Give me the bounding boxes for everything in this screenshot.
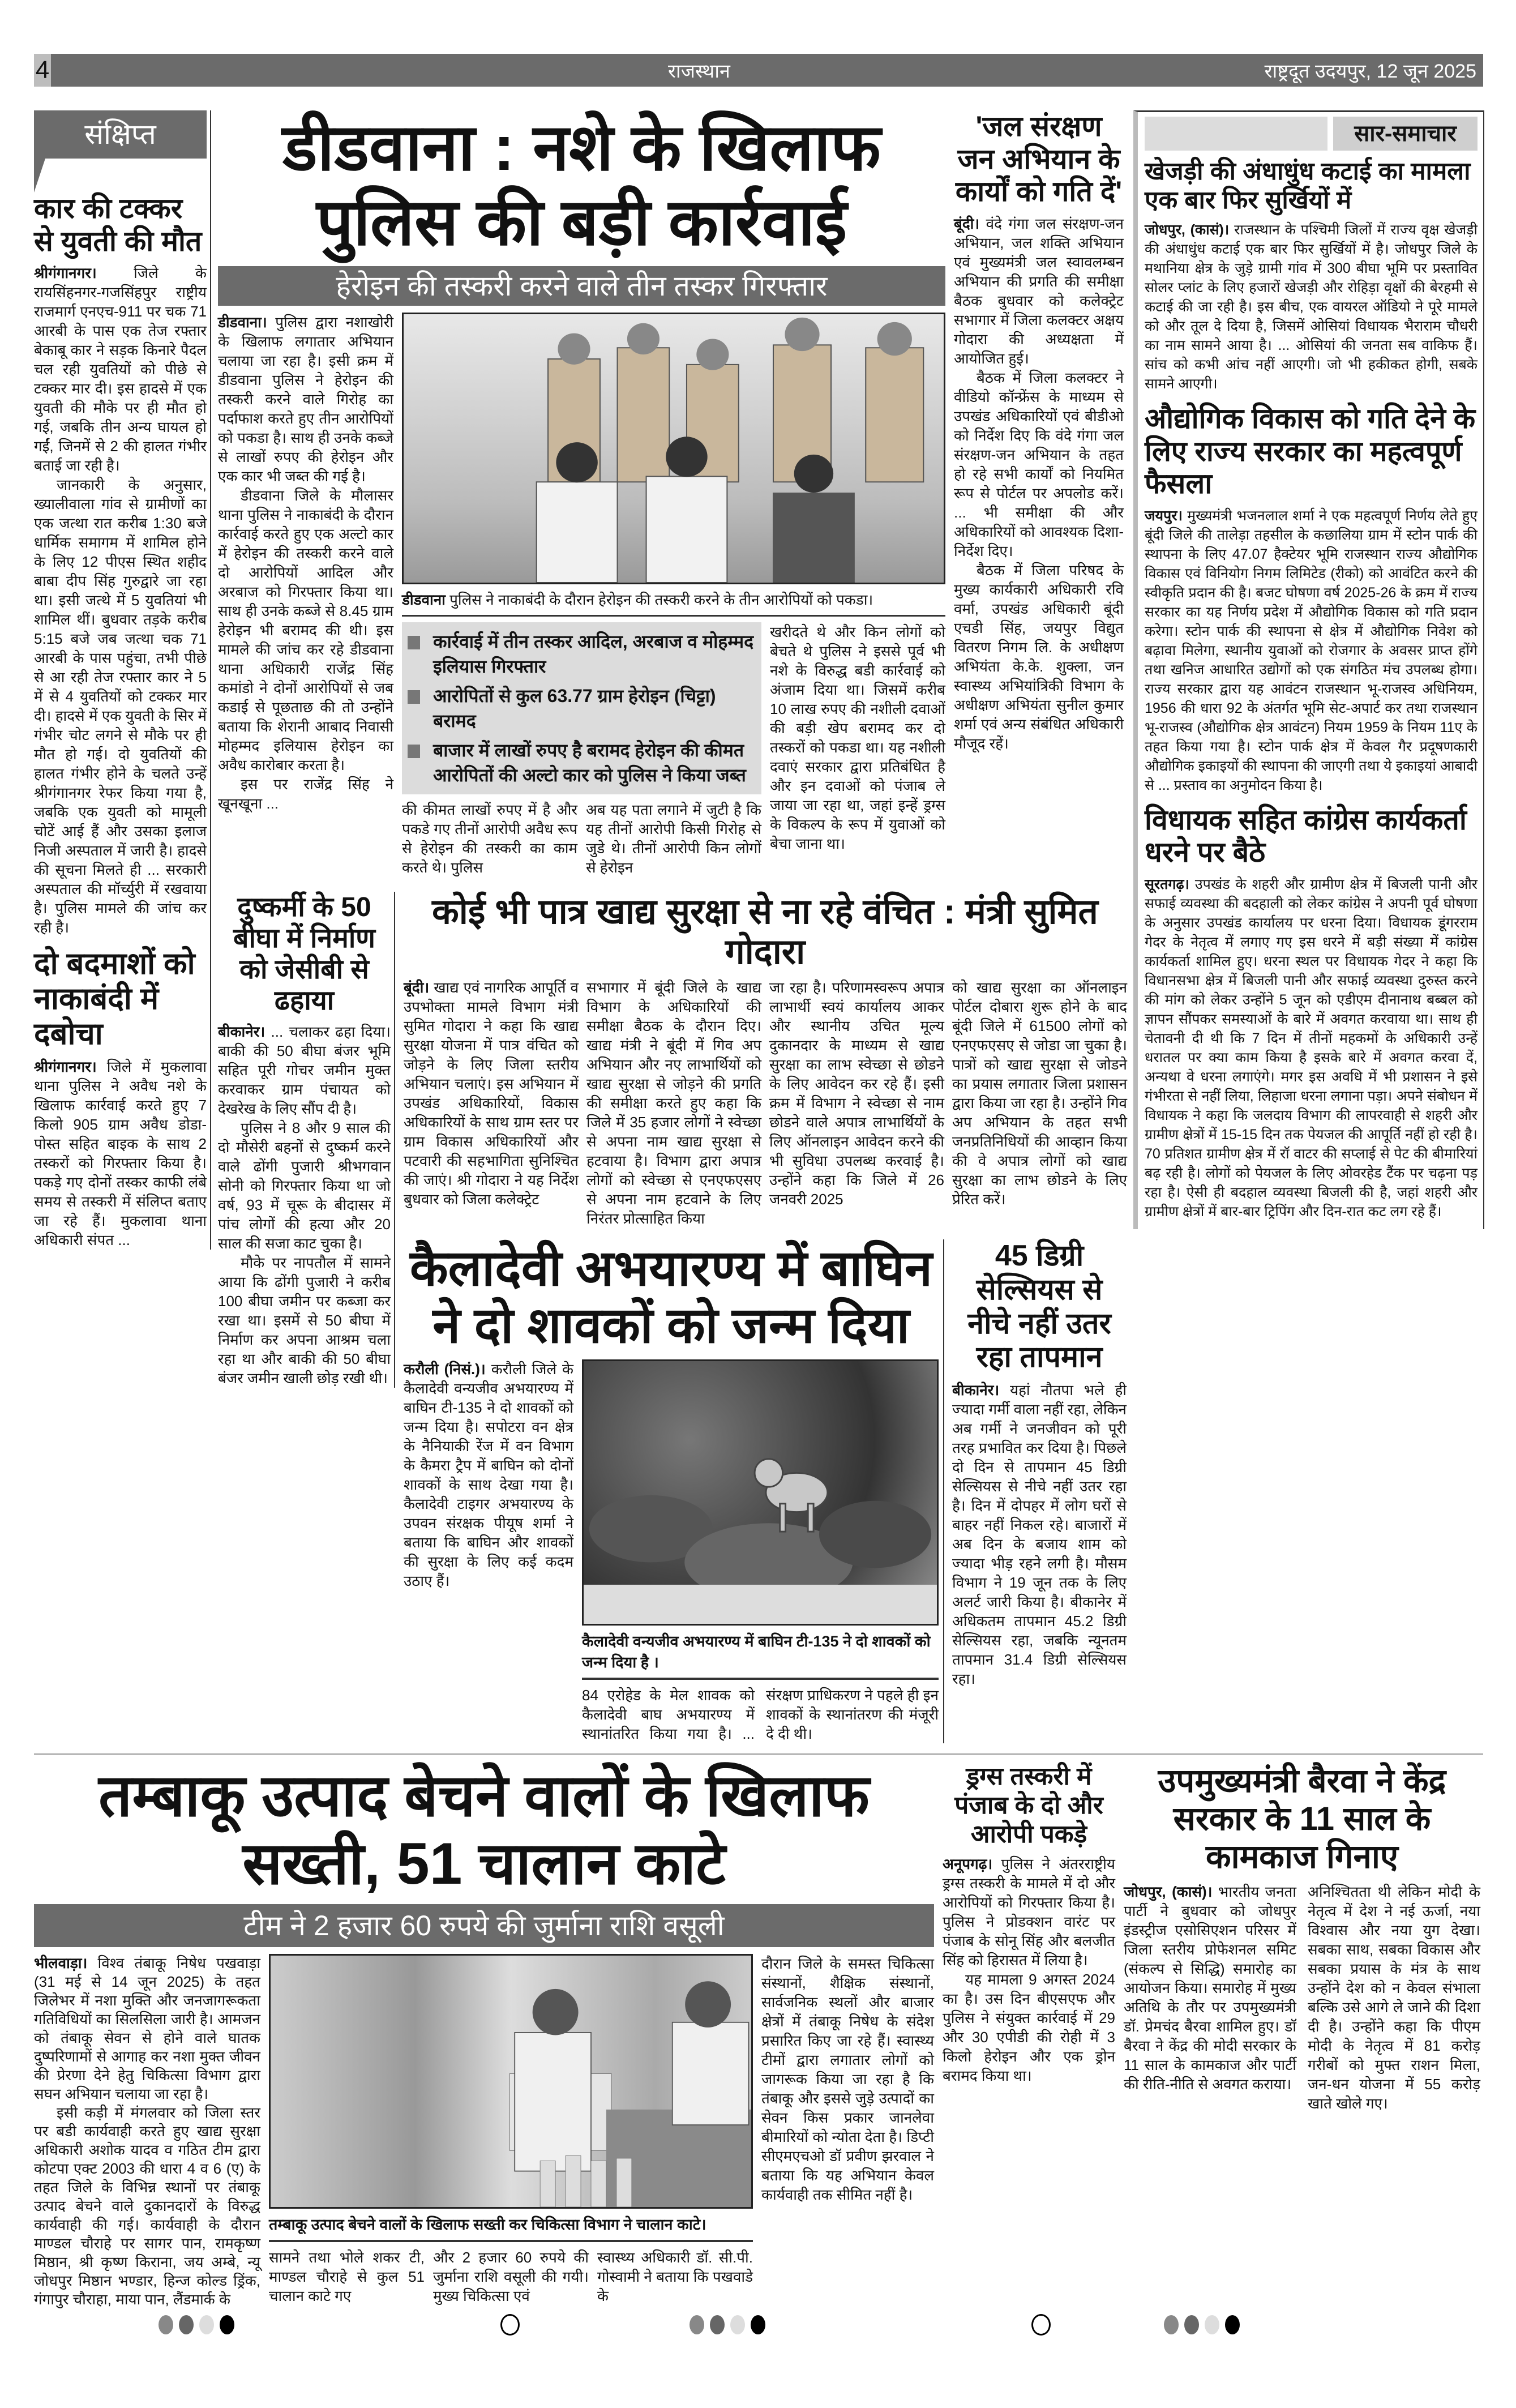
magenta-dot <box>1184 2315 1199 2334</box>
highlight-item: आरोपितों से कुल 63.77 ग्राम हेरोइन (चिट्टा) बरामद <box>402 683 756 733</box>
food-tiger-area <box>404 892 1127 1744</box>
registration-marks <box>34 2313 1483 2336</box>
sidebar-story-1 <box>1145 220 1478 394</box>
crosshair-mark <box>500 2314 520 2336</box>
water-story <box>954 214 1124 753</box>
story-text: डीडवाना जिले के मौलासर थाना पुलिस ने नाकाबंदी के दौरान कार्रवाई करते हुए एक अल्टो कार में हेरोइन की तस्करी करने वाले दो आरोपियों आदिल और अरबाज को गिरफ्तार किया था। साथ ही उनके कब्जे से 8.45 ग्राम हेरोइन भी बरामद की थी। इस मामले की जांच कर रहे डीडवाना थाना अधिकारी राजेंद्र सिंह कमांडो ने दोनों आरोपियों से जब कडाई से पूछताछ की तो उन्होंने बताया कि शेरानी आबाद निवासी मोहम्मद इलियास हेरोइन का अवैध कारोबार करता है। <box>218 486 393 773</box>
lead-continued-a: की कीमत लाखों रुपए में है और पकडे गए तीनों आरोपी अवैध रूप से हेरोइन की तस्करी का काम करते थे। पुलिस <box>402 801 577 876</box>
dateline: बीकानेर। <box>952 1382 1000 1399</box>
dateline: करौली (निसं.)। <box>404 1361 486 1378</box>
dateline: जोधपुर, (कासं)। <box>1124 1883 1213 1900</box>
yellow-dot <box>730 2315 745 2334</box>
sidebar-label-bar <box>1145 117 1327 151</box>
demolish-story-block <box>218 892 395 1388</box>
food-col-1 <box>404 978 579 1209</box>
lead-continued-row <box>402 800 761 877</box>
food-headline: कोई भी पात्र खाद्य सुरक्षा से ना रहे वंचित : मंत्री सुमित गोदारा <box>432 892 1098 972</box>
lead-right <box>402 313 945 877</box>
dateline: बीकानेर। <box>218 1023 265 1041</box>
caption-dateline: डीडवाना <box>402 591 446 608</box>
cyan-dot <box>159 2315 173 2334</box>
bairwa-story-block <box>1124 1763 1480 2112</box>
police-figures-image <box>404 314 944 583</box>
page-number: 4 <box>34 54 51 87</box>
registration-dots <box>690 2315 771 2334</box>
story-text: राजस्थान के पश्चिमी जिलों में राज्य वृक्ष खेजड़ी की अंधाधुंध कटाई एक बार फिर सुर्खियों में है। जोधपुर जिले के मथानिया क्षेत्र के जुड़े ग्रामी गांव में 300 बीघा भूमि पर प्रस्तावित सोलर प्लांट के लिए हजारों खेजड़ी और रोहिड़ा वृक्षों की बेरहमी से कटाई की जा रही है। इस बीच, एक वायरल ऑडियो ने पूरे मामले को और तूल दे दिया है, जिसमें ओसियां विधायक भैराराम चौधरी का नाम सामने आया है। ... ओसियां की जनता सब वाकिफ हैं। सांच को कभी आंच नहीं आएगी। जो भी हकीकत होगी, सबके सामने आएगी। <box>1145 222 1478 392</box>
dateline: श्रीगंगानगर। <box>34 1058 97 1076</box>
tobacco-shop-photo <box>269 1954 753 2209</box>
tobacco-subhead: टीम ने 2 हजार 60 रुपये की जुर्माना राशि वसूली <box>34 1904 934 1947</box>
black-dot <box>751 2315 765 2334</box>
tiger-photo-caption: कैलादेवी वन्यजीव अभयारण्य में बाघिन टी-135 ने दो शावकों को जन्म दिया है । <box>582 1626 939 1680</box>
tobacco-story-block <box>34 1763 934 2308</box>
tobacco-photo-caption: तम्बाकू उत्पाद बेचने वालों के खिलाफ सख्ती कर चिकित्सा विभाग ने चालान काटे। <box>269 2209 753 2242</box>
story-text: भारतीय जनता पार्टी ने बुधवार को जोधपुर इंडस्ट्रीज एसोसिएशन परिसर में जिला स्तरीय प्रोफेशनल समिट (संकल्प से सिद्धि) समारोह का आयोजन किया। समारोह में मुख्य अतिथि के तौर पर उपमुख्यमंत्री डॉ. प्रेमचंद बैरवा शामिल हुए। डॉ बैरवा ने केंद्र की मोदी सरकार के 11 साल के कामकाज और पार्टी की रीति-नीति से अवगत कराया। <box>1124 1883 1296 2093</box>
tiger-right <box>582 1359 939 1743</box>
tiger-image <box>584 1361 937 1624</box>
sidebar-label: सार-समाचार <box>1333 117 1478 151</box>
story-text: वंदे गंगा जल संरक्षण-जन अभियान, जल शक्ति अभियान एवं मुख्यमंत्री जल स्वावलम्बन अभियान की प्रगति की समीक्षा बैठक बुधवार को कलेक्ट्रेट सभागार में जिला कलक्टर अक्षय गोदारा की अध्यक्षता में आयोजित हुई। <box>954 215 1124 367</box>
story-text: करौली जिले के कैलादेवी वन्यजीव अभयारण्य में बाघिन टी-135 ने दो शावकों को जन्म दिया है। सपोटरा वन क्षेत्र के नैनियाकी रेंज में वन विभाग के कैमरा ट्रैप में बाघिन को दोनों शावकों के साथ देखा गया है। कैलादेवी टाइगर अभयारण्य के उपवन संरक्षक पीयूष शर्मा ने बताया कि बाघिन और शावकों की सुरक्षा के लिए कई कदम उठाए हैं। <box>404 1361 573 1590</box>
bairwa-columns <box>1124 1882 1480 2113</box>
heat-headline: 45 डिग्री सेल्सियस से नीचे नहीं उतर रहा तापमान <box>967 1239 1111 1374</box>
brief-story-2 <box>34 1057 207 1250</box>
sidebar-frame <box>1133 110 1484 1229</box>
dateline: जोधपुर, (कासं)। <box>1145 222 1230 238</box>
story-text: यह मामला 9 अगस्त 2024 का है। उस दिन बीएसएफ और पुलिस ने संयुक्त कार्रवाई में 29 और 30 एपीडी की रोही में 3 किलो हेरोइन और एक ड्रोन बरामद किया था। <box>943 1971 1115 2085</box>
dateline: श्रीगंगानगर। <box>34 264 97 281</box>
header-strip <box>51 54 1483 87</box>
story-text: जिले के रायसिंहनगर-गजसिंहपुर राष्ट्रीय राजमार्ग एनएच-911 पर चक 71 आरबी के पास एक तेज रफ्तार बेकाबू कार ने सड़क किनारे पैदल चल रही युवतियों को पीछे से टक्कर मार दी। इस हादसे में एक युवती की मौके पर ही मौत हो गई, जबकि तीन अन्य घायल हो गईं, जिनमें से 2 की हालत गंभीर बताई जा रही है। <box>34 264 207 474</box>
heat-story <box>952 1380 1127 1688</box>
heat-story-block <box>952 1239 1127 1688</box>
story-text: इसी कड़ी में मंगलवार को जिला स्तर पर बडी कार्यवाही करते हुए खाद्य सुरक्षा अधिकारी अशोक यादव व गठित टीम द्वारा कोटपा एक्ट 2003 की धारा 4 व 6 (ए) के तहत जिले के विभिन्न स्थानों पर तंबाकू उत्पाद बेचने वाले दुकानदारों के विरुद्ध कार्यवाही की गई। कार्यवाही के दौरान माण्डल चौराहे पर सागर पान, रामकृष्ण मिष्ठान, श्री कृष्ण किराना, जय अम्बे, न्यू जोधपुर मिष्ठान भण्डार, हिन्ज कोल्ड ड्रिंक, गंगापुर चौराहा, माया पान, लैंडमार्क के <box>34 2103 260 2308</box>
tobacco-col-right: दौरान जिले के समस्त चिकित्सा संस्थानों, शैक्षिक संस्थानों, सार्वजनिक स्थलों और बाजार क्षेत्रों में तंबाकू निषेध के संदेश प्रसारित किए जा रहे हैं। स्वास्थ्य टीमों द्वारा लगातार लोगों को जागरूक किया जा रहा है कि तंबाकू और इससे जुड़े उत्पादों का सेवन किस प्रकार जानलेवा बीमारियों को न्योता देता है। डिप्टी सीएमएचओ डॉ प्रवीण झरवाल ने बताया कि यह अभियान केवल कार्यवाही तक सीमित नहीं है। <box>761 1954 934 2203</box>
header-bar <box>34 54 1483 87</box>
story-text: खाद्य एवं नागरिक आपूर्ति व उपभोक्ता मामले विभाग मंत्री सुमित गोदारा ने कहा कि खाद्य सुरक्षा योजना में पात्र वंचित को जोड़ने के लिए जिला स्तरीय अभियान चलाएं। इस अभियान में उपखंड अधिकारियों, विकास अधिकारियों के साथ ग्राम स्तर पर ग्राम विकास अधिकारियों और पटवारी की सहभागिता सुनिश्चित की जाएं। श्री गोदारा ने यह निर्देश बुधवार को जिला कलेक्ट्रेट <box>404 979 579 1208</box>
lead-lower-left <box>402 622 761 877</box>
yellow-dot <box>1205 2315 1219 2334</box>
story-text: पुलिस द्वारा नशाखोरी के खिलाफ लगातार अभियान चलाया जा रहा है। इसी क्रम में डीडवाना पुलिस ने हेरोइन की तस्करी करने वाले गिरोह का पर्दाफाश करते हुए तीन आरोपियों को पकडा है। साथ ही उनके कब्जे से लाखों रुपए की हेरोइन और एक कार भी जब्त की गई है। <box>218 313 393 485</box>
drugs-story-block <box>943 1763 1115 2085</box>
middle-area <box>218 110 1127 1743</box>
lead-lower-row <box>402 622 945 877</box>
brief-headline-2: दो बदमाशों को नाकाबंदी में दबोचा <box>34 947 195 1051</box>
story-text: मौके पर नापतौल में सामने आया कि ढोंगी पुजारी ने करीब 100 बीघा जमीन पर कब्जा कर रखा था। इसमें से 50 बीघा में निर्माण कर अपना आश्रम चला रहा था और बाकी की 50 बीघा बंजर जमीन खाली छोड़ रखी थी। <box>218 1254 391 1387</box>
sidebar-headline-3: विधायक सहित कांग्रेस कार्यकर्ता धरने पर बैठे <box>1145 803 1467 869</box>
shop-inspection-image <box>271 1956 751 2207</box>
middle-lower-row <box>218 892 1127 1744</box>
yellow-dot <box>199 2315 214 2334</box>
lead-headline: डीडवाना : नशे के खिलाफ पुलिस की बड़ी कार्रवाई <box>282 112 881 259</box>
sidebar-headline-1: खेजड़ी की अंधाधुंध कटाई का मामला एक बार फिर सुर्खियों में <box>1145 157 1471 214</box>
dateline: बूंदी। <box>954 215 980 232</box>
story-text: उपखंड के शहरी और ग्रामीण क्षेत्र में बिजली पानी और सफाई व्यवस्था की बदहाली को लेकर कांग्रेस ने अपनी पूर्व घोषणा के अनुसार उपखंड कार्यालय पर धरना दिया। विधायक डूंगरराम गेदर के नेतृत्व में लगाए गए इस धरने में बड़ी संख्या में कांग्रेस कार्यकर्ता शामिल हुए। धरना स्थल पर विधायक गेदर ने कहा कि विधानसभा क्षेत्र में बिजली पानी और सफाई व्यवस्था दुरुस्त करने की मांग को लेकर उन्होंने 5 जून को एडीएम दीनानाथ बब्बल को ज्ञापन सौंपकर समस्याओं के बारे में अवगत करवाया था। साथ ही चेतावनी दी थी कि 7 दिन में तीनों महकमों के अधिकारी उन्हें धरातल पर क्या काम किया है इसके बारे में अवगत करवा दें, अन्यथा वे धरना लगाएंगे। मगर इस अवधि में भी प्रशासन ने इसे गंभीरता से नहीं लिया, लिहाजा धरना लगाना पड़ा। अपने संबोधन में विधायक ने कहा कि जलदाय विभाग की लापरवाही से शहरी और ग्रामीण क्षेत्रों में 15-15 दिन तक पेयजल की आपूर्ति नहीं हो रही है। 70 प्रतिशत ग्रामीण क्षेत्र में रॉ वाटर की सप्लाई से पेट की बीमारियां बढ़ रही है। लोगों को पेयजल के लिए ओवरहेड टैंक पर चढ़ना पड़ रहा है। ऐसी ही बदहाल व्यवस्था बिजली की है, जहां शहरी और ग्रामीण क्षेत्रों में बार-बार ट्रिपिंग और दिन-रात कट लग रहे हैं। <box>1145 876 1478 1220</box>
paper-date: राष्ट्रदूत उदयपुर, 12 जून 2025 <box>1264 61 1476 82</box>
story-text: बैठक में जिला परिषद के मुख्य कार्यकारी अधिकारी रवि वर्मा, उपखंड अधिकारी बूंदी एचडी सिंह, जयपुर विद्युत वितरण निगम लि. के अधीक्षण अभियंता के.के. शुक्ला, जन स्वास्थ्य अभियांत्रिकी विभाग के अधीक्षण अभियंता सुनील कुमार शर्मा एवं अन्य संबंधित अधिकारी मौजूद रहें। <box>954 561 1124 752</box>
story-text: इस पर राजेंद्र सिंह ने खूनखूना ... <box>218 775 393 812</box>
brief-story-1 <box>34 263 207 937</box>
sidebar-story-3 <box>1145 875 1478 1221</box>
tobacco-col-1: सामने तथा भोले शकर टी, माण्डल चौराहे से कुल 51 चालान काटे गए <box>269 2248 425 2304</box>
tobacco-col-2: और 2 हजार 60 रुपये की जुर्माना राशि वसूली की गयी। मुख्य चिकित्सा एवं <box>433 2248 589 2304</box>
tobacco-body-row <box>34 1954 934 2309</box>
demolish-headline: दुष्कर्मी के 50 बीघा में निर्माण को जेसीबी से ढहाया <box>233 892 375 1016</box>
story-text: विश्व तंबाकू निषेध पखवाड़ा (31 मई से 14 जून 2025) के तहत जिलेभर में नशा मुक्ति और जनजागरूकता गतिविधियों का सिलसिला जारी है। आमजन को तंबाकू सेवन से होने वाले घातक दुष्परिणामों से आगाह कर नशा मुक्त जीवन की प्रेरणा देने हेतु चिकित्सा विभाग द्वारा सघन अभियान चलाया जा रहा है। <box>34 1954 260 2102</box>
tiger-story-block <box>404 1239 944 1743</box>
bottom-section <box>34 1763 1483 2308</box>
sidebar-headline-2: औद्योगिक विकास को गति देने के लिए राज्य सरकार का महत्वपूर्ण फैसला <box>1145 403 1476 500</box>
cyan-dot <box>690 2315 704 2334</box>
bairwa-col-2: अनिश्चितता थी लेकिन मोदी के नेतृत्व में देश ने नई ऊर्जा, नया विश्वास और नया युग देखा। सबका साथ, सबका विकास और सबका प्रयास के मंत्र के साथ उन्होंने देश को न केवल संभाला बल्कि उसे आगे ले जाने की दिशा दी है। उन्होंने कहा कि पीएम मोदी के नेतृत्व में 81 करोड़ गरीबों को मुफ्त राशन मिला, जन-धन योजना में 55 करोड़ खाते खोले गए। <box>1308 1883 1480 2112</box>
food-col-4: को खाद्य सुरक्षा का ऑनलाइन पोर्टल दोबारा शुरू होने के बाद बूंदी जिले में 61500 लोगों को एनएफएसए से जोडा जा चुका है। पात्रों को खाद्य सुरक्षा से जोडने का प्रयास लगातार जिला प्रशासन द्वारा किया जा रहा है। उन्होंने गिव अप अभियान के तहत सभी जनप्रतिनिधियों की आव्हान किया की वे अपात्र लोगों को खाद्य सुरक्षा का लाभ छोडने के लिए प्रेरित करें। <box>952 979 1127 1208</box>
story-text: पुलिस ने अंतरराष्ट्रीय ड्रग्स तस्करी के मामले में दो और आरोपियों को गिरफ्तार किया है। पुलिस ने प्रोडक्शन वारंट पर पंजाब के सोनू सिंह और बलजीत सिंह को हिरासत में लिया है। <box>943 1855 1115 1969</box>
tobacco-headline: तम्बाकू उत्पाद बेचने वालों के खिलाफ सख्ती, 51 चालान काटे <box>99 1763 870 1897</box>
story-text: ... चलाकर ढहा दिया। बाकी की 50 बीघा बंजर भूमि सहित पूरी गोचर जमीन मुक्त करवाकर ग्राम पंचायत को देखरेख के लिए सौंप दी है। <box>218 1023 391 1118</box>
dateline: सूरतगढ़। <box>1145 876 1190 892</box>
lead-story-column <box>218 313 393 813</box>
story-text: जानकारी के अनुसार, ख्यालीवाला गांव से ग्रामीणों का एक जत्था रात करीब 1:30 बजे धार्मिक समागम में शामिल होने के लिए 12 पीएस स्थित शहीद बाबा दीप सिंह गुरुद्वारे जा रहा था। इसी जत्थे में 5 युवतियां भी शामिल थीं। बुधवार तड़के करीब 5:15 बजे जब जत्था चक 71 आरबी के पास पहुंचा, तभी पीछे से आ रही तेज रफ्तार कार ने 5 में से 4 युवतियों को टक्कर मार दी। हादसे में एक युवती के सिर में गंभीर चोट लगने से मौके पर ही मौत हो गई। दो युवतियों की हालत गंभीर होने के चलते उन्हें श्रीगंगानगर रेफर किया गया है, जबकि एक युवती को मामूली चोटें आई हैं और उसका इलाज निजी अस्पताल में जारी है। हादसे की सूचना मिलते ही ... सरकारी अस्पताल की मॉर्च्युरी में रखवाया है। पुलिस मामले की जांच कर रही है। <box>34 476 207 936</box>
dateline: अनूपगढ़। <box>943 1855 993 1873</box>
lead-photo-caption <box>402 584 945 617</box>
story-text: जिले में मुकलावा थाना पुलिस ने अवैध नशे के खिलाफ कार्रवाई करते हुए 7 किलो 905 ग्राम अवैध डोडा-पोस्त सहित बाइक के साथ 2 तस्करों को गिरफ्तार किया है। पकड़े गए दोनों तस्कर काफी लंबे समय से तस्करी में संलिप्त बताए जा रहे हैं। मुकलावा थाना अधिकारी संपत ... <box>34 1058 207 1249</box>
caption-text: पुलिस ने नाकाबंदी के दौरान हेरोइन की तस्करी करने के तीन आरोपियों को पकडा। <box>449 591 873 608</box>
black-dot <box>220 2315 234 2334</box>
story-text: बैठक में जिला कलक्टर ने वीडियो कॉन्फ्रेंस के माध्यम से उपखंड अधिकारियों एवं बीडीओ को निर्देश दिए कि वंदे गंगा जल संरक्षण-जन अभियान के तहत हो रहे सभी कार्यों को नियमित रूप से पोर्टल पर अपलोड करें। ... भी समीक्षा की और अधिकारियों को आवश्यक दिशा-निर्देश दिए। <box>954 369 1124 559</box>
tiger-photo <box>582 1359 939 1626</box>
lead-body-row <box>218 313 945 877</box>
drugs-story <box>943 1854 1115 2085</box>
brief-label: संक्षिप्त <box>34 110 207 159</box>
dateline: भीलवाड़ा। <box>34 1954 88 1971</box>
lead-subhead: हेरोइन की तस्करी करने वाले तीन तस्कर गिरफ्तार <box>218 266 945 306</box>
section-divider <box>34 1753 1483 1755</box>
tiger-story <box>404 1359 573 1590</box>
tiger-headline: कैलादेवी अभयारण्य में बाघिन ने दो शावकों को जन्म दिया <box>410 1240 932 1354</box>
tobacco-col-3: स्वास्थ्य अधिकारी डॉ. सी.पी. गोस्वामी ने बताया कि पखवाडे के <box>597 2248 753 2304</box>
brief-column <box>34 110 211 1250</box>
registration-dots <box>159 2315 240 2334</box>
highlight-item: कार्रवाई में तीन तस्कर आदिल, अरबाज व मोहम्मद इलियास गिरफ्तार <box>402 629 756 679</box>
food-col-3: जा रहा है। परिणामस्वरूप अपात्र लाभार्थी स्वयं कार्यालय आकर और स्थानीय उचित मूल्य दुकानदार के माध्यम से खाद्य सुरक्षा का लाभ स्वेच्छा से छोडने के लिए आवेदन कर रहे हैं। इसी क्रम में विभाग ने स्वेच्छा से नाम छोडने वाले अपात्र लाभार्थियों के लिए ऑनलाइन आवेदन करने की भी सुविधा उपलब्ध करवाई है। उन्होंने कहा कि जिले में 26 जनवरी 2025 <box>769 979 944 1208</box>
tiger-body-row <box>404 1359 939 1743</box>
tobacco-middle <box>269 1954 753 2306</box>
brief-headline-1: कार की टक्कर से युवती की मौत <box>34 193 202 257</box>
story-text: पुलिस ने 8 और 9 साल की दो मौसेरी बहनों से दुष्कर्म करने वाले ढोंगी पुजारी श्रीभगवान सोनी को गिरफ्तार किया था जो वर्ष, 93 में चूरू के बीदासर में पांच लोगों की हत्या और 20 साल की सजा काट चुका है। <box>218 1119 391 1252</box>
tiger-story-continued: 84 एरोहेड के मेल शावक को कैलादेवी बाघ अभयारण्य में स्थानांतरित किया गया है। ... संरक्षण प्राधिकरण ने पहले ही इन शावकों के स्थानांतरण की मंजूरी दे दी थी। <box>582 1687 939 1743</box>
water-headline: 'जल संरक्षण जन अभियान के कार्यों को गति दें' <box>955 110 1123 207</box>
food-col-2: सभागार में बूंदी जिले के खाद्य विभाग के अधिकारियों की समीक्षा बैठक के दौरान दिए। खाद्य मंत्री ने बूंदी में गिव अप अभियान और नए लाभार्थियों को खाद्य सुरक्षा से जोड़ने की प्रगति की समीक्षा करते हुए कहा कि जिले में 35 हजार लोगों ने स्वेच्छा से अपना नाम खाद्य सुरक्षा से हटवाया है। विभाग द्वारा अपात्र लोगों को स्वेच्छा से एनएफएसए से अपना नाम हटवाने के लिए निरंतर प्रोत्साहित किया <box>586 979 761 1227</box>
highlight-item: बाजार में लाखों रुपए है बरामद हेरोइन की कीमत आरोपितों की अल्टो कार को पुलिस ने किया जब्त <box>402 738 756 788</box>
story-text: यहां नौतपा भले ही ज्यादा गर्मी वाला नहीं रहा, लेकिन अब गर्मी ने जनजीवन को पूरी तरह प्रभावित कर दिया है। पिछले दो दिन से तापमान 45 डिग्री सेल्सियस से नीचे नहीं उतर रहा है। दिन में दोपहर में लोग घरों से बाहर नहीं निकल रहे। बाजारों में अब दिन के बजाय शाम को ज्यादा भीड़ रहने लगी है। मौसम विभाग ने 19 जून तक के लिए अलर्ट जारी किया है। बीकानेर में अधिकतम तापमान 45.2 डिग्री सेल्सियस रहा, जबकि न्यूनतम तापमान 31.4 डिग्री सेल्सियस रहा। <box>952 1382 1127 1688</box>
lead-story <box>218 110 945 877</box>
black-dot <box>1225 2315 1240 2334</box>
sidebar-label-row <box>1145 117 1478 151</box>
section-title: राजस्थान <box>668 61 730 82</box>
tobacco-columns <box>269 2248 753 2306</box>
top-section <box>34 110 1483 1743</box>
drugs-headline: ड्रग्स तस्करी में पंजाब के दो और आरोपी पकड़े <box>954 1763 1103 1848</box>
dateline: बूंदी। <box>404 979 430 996</box>
food-columns <box>404 978 1127 1228</box>
dateline: डीडवाना। <box>218 313 267 331</box>
water-story-block <box>954 110 1124 753</box>
lead-row <box>218 110 1127 877</box>
lead-continued-b: अब यह पता लगाने में जुटी है कि यह तीनों आरोपी किसी गिरोह से जुडे थे। तीनों आरोपी किन लोगों से हेरोइन <box>586 801 761 876</box>
cyan-dot <box>1164 2315 1179 2334</box>
registration-dots <box>1164 2315 1245 2334</box>
lead-continued-c: खरीदते थे और किन लोगों को बेचते थे पुलिस ने इससे पूर्व भी नशे के विरुद्ध बडी कार्रवाई को अंजाम दिया था। जिसमें करीब 10 लाख रुपए की नशीली दवाओं की बड़ी खेप बरामद कर दो तस्करों को पकडा था। यह नशीली दवाएं सरकार द्वारा प्रतिबंधित है और इन दवाओं को पंजाब ले जाया जा रहा था, जहां इन्हें ड्रग्स के विकल्प के रूप में युवाओं को बेचा जाना था। <box>770 623 945 852</box>
sidebar-story-2 <box>1145 506 1478 795</box>
brief-label-tail <box>34 159 45 193</box>
crosshair-mark <box>1031 2314 1051 2336</box>
story-text: मुख्यमंत्री भजनलाल शर्मा ने एक महत्वपूर्ण निर्णय लेते हुए बूंदी जिले की तालेड़ा तहसील के कछालिया ग्राम में स्टोन पार्क की स्थापना के लिए 47.07 हैक्टेयर भूमि राजस्थान राज्य औद्योगिक विकास एवं विनियोग निगम लिमिटेड (रीको) को आवंटित करने की स्वीकृति प्रदान की है। बजट घोषणा वर्ष 2025-26 के क्रम में राज्य सरकार का यह निर्णय प्रदेश में औद्योगिक विकास को गति प्रदान करेगा। स्टोन पार्क की स्थापना से क्षेत्र में औद्योगिक निवेश को बढ़ावा मिलेगा, स्थानीय युवाओं को रोजगार के अवसर प्राप्त होंगे तथा खनिज आधारित उद्योगों को एक संगठित मंच उपलब्ध होगा। राज्य सरकार द्वारा यह आवंटन राजस्थान भू-राजस्व अधिनियम, 1956 की धारा 92 के अंतर्गत भूमि सेट-अपार्ट कर तथा राजस्थान भू-राजस्व (औद्योगिक क्षेत्र आवंटन) नियम 1959 के नियम 11ए के तहत किया गया है। स्टोन पार्क क्षेत्र में केवल गैर प्रदूषणकारी औद्योगिक इकाइयों की स्थापना की जाएगी तथा ये इकाइयां आबादी से ... प्रस्ताव का अनुमोदन किया है। <box>1145 507 1478 793</box>
tobacco-story <box>34 1954 260 2309</box>
bairwa-col-1 <box>1124 1882 1296 2094</box>
tiger-heat-row <box>404 1239 1127 1743</box>
magenta-dot <box>710 2315 725 2334</box>
magenta-dot <box>179 2315 194 2334</box>
bairwa-headline: उपमुख्यमंत्री बैरवा ने केंद्र सरकार के 11 साल के कामकाज गिनाए <box>1158 1763 1446 1875</box>
lead-highlights-box <box>402 622 761 794</box>
police-arrest-photo <box>402 313 945 584</box>
demolish-story <box>218 1022 391 1388</box>
dateline: जयपुर। <box>1145 507 1183 524</box>
